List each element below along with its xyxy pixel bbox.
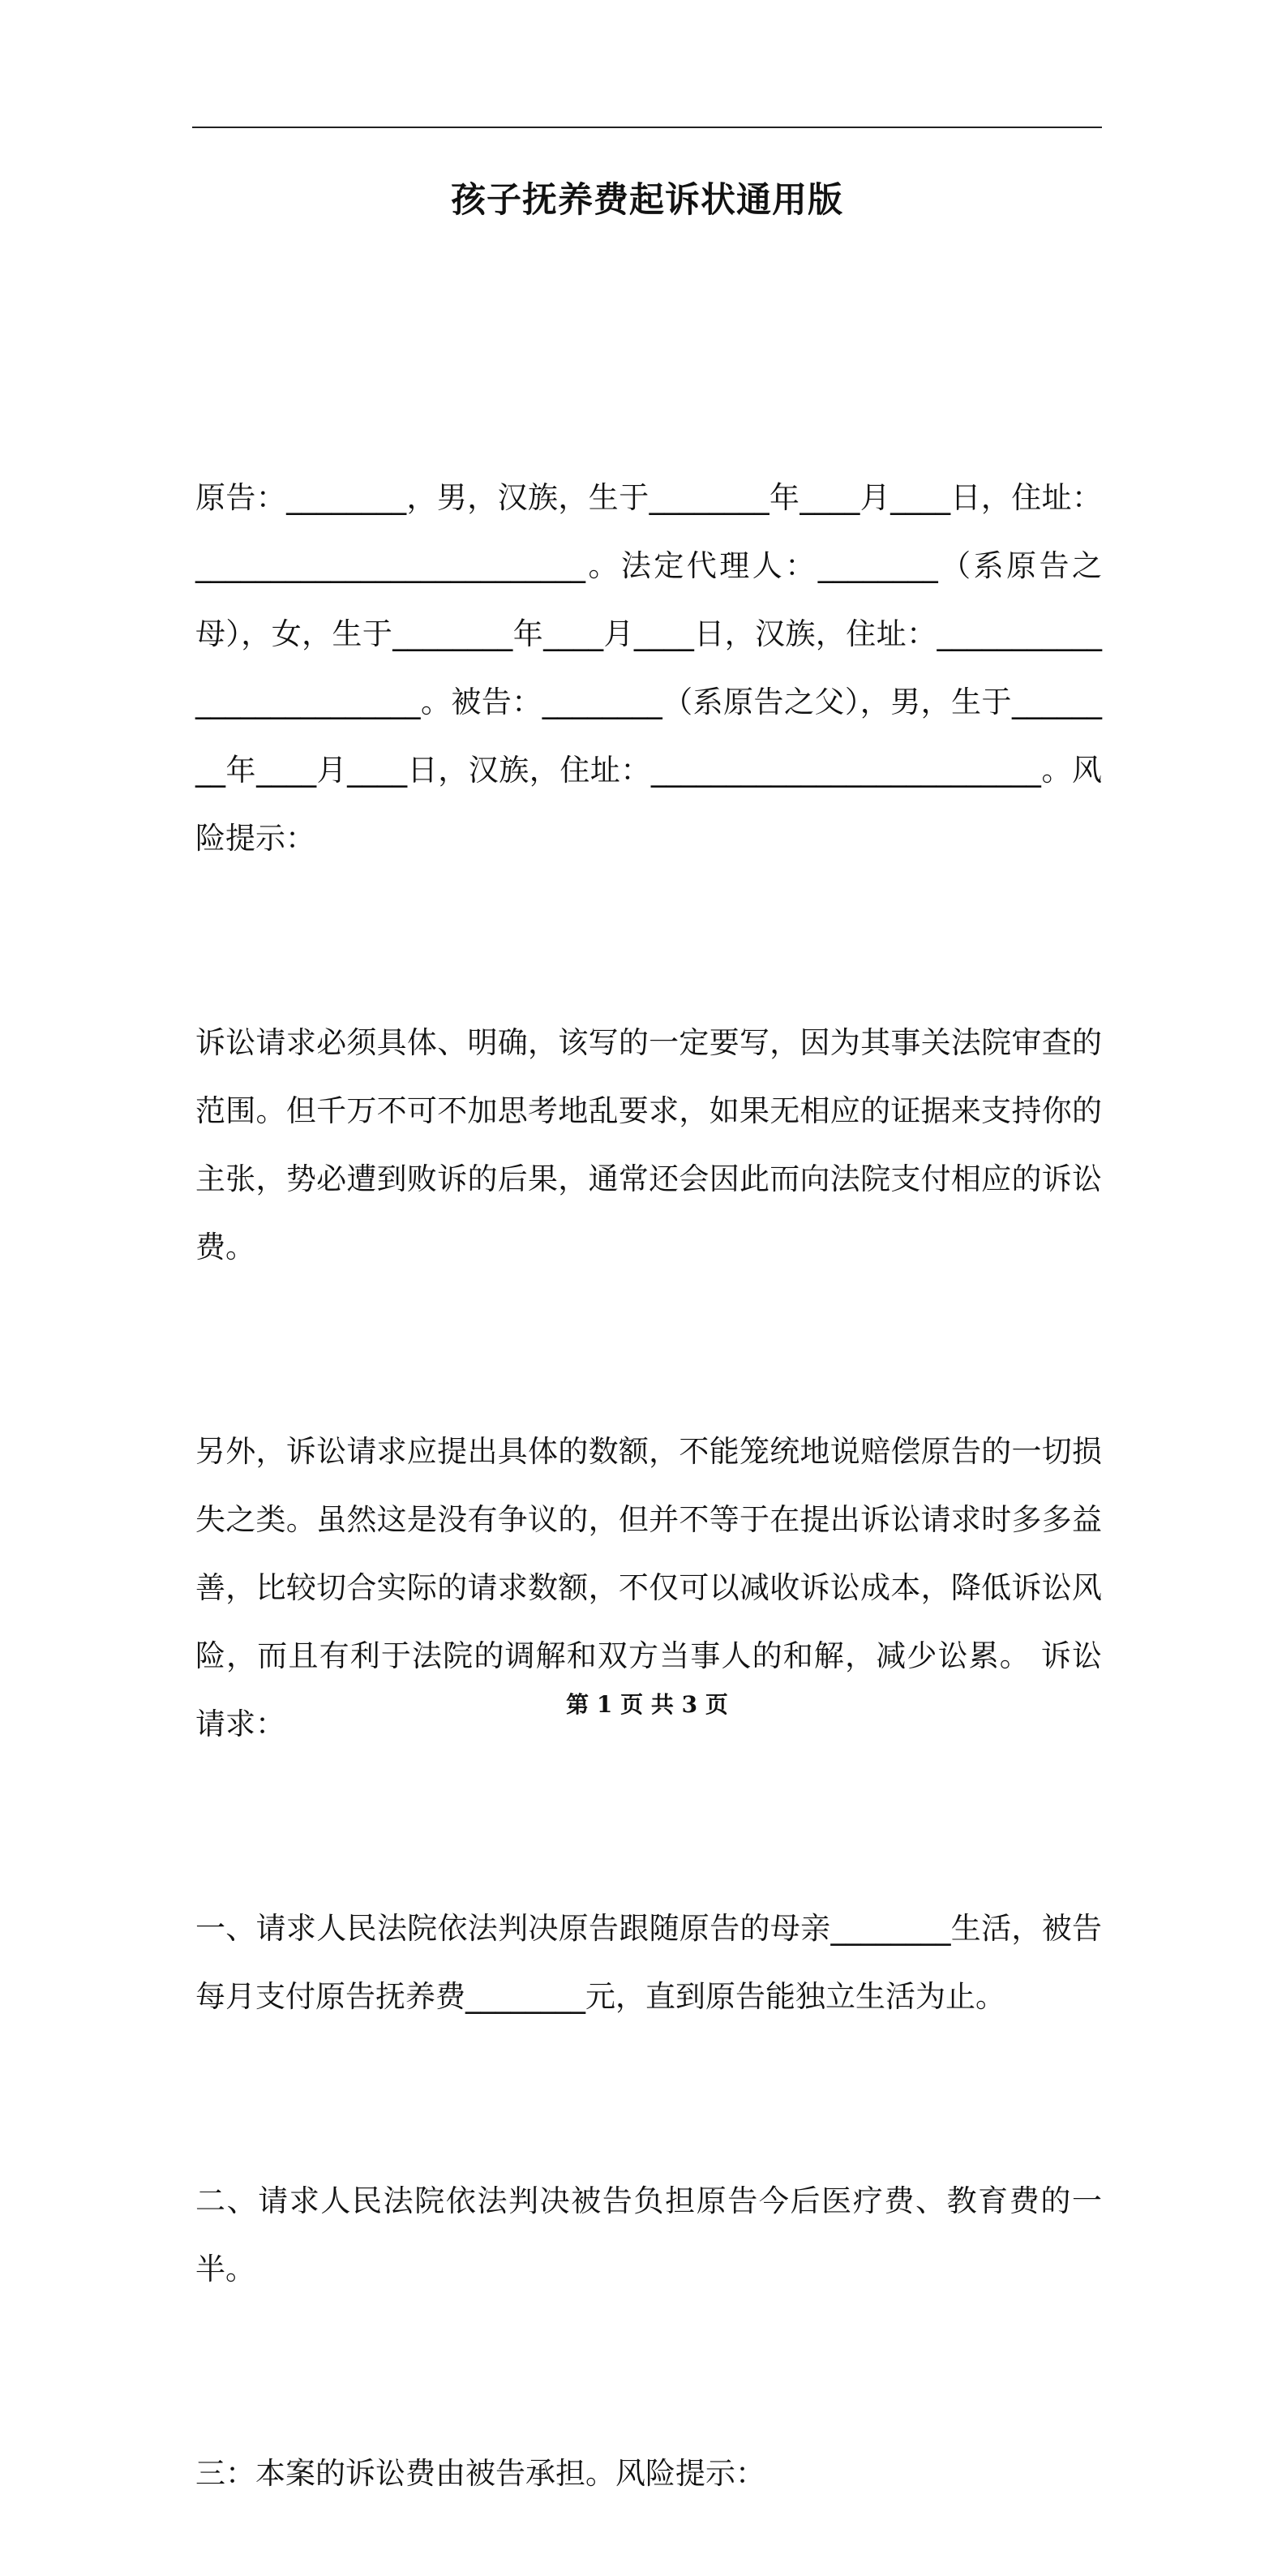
amount-note-paragraph: 另外，诉讼请求应提出具体的数额，不能笼统地说赔偿原告的一切损失之类。虽然这是没有争议的，但并不等于在提出诉讼请求时多多益善，比较切合实际的请求数额，不仅可以减收诉讼成本，降低诉讼风险，而且有利于法院的调解和双方当事人的和解，减少讼累。 诉讼请求：: [195, 1434, 1102, 1741]
page-number-footer: 第 1 页 共 3 页: [566, 1691, 728, 1718]
document-body: [195, 328, 1102, 2576]
claim-item-1: 一、请求人民法院依法判决原告跟随原告的母亲________生活，被告每月支付原告抚养费________元，直到原告能独立生活为止。: [195, 1911, 1102, 2014]
risk-note-paragraph: 诉讼请求必须具体、明确，该写的一定要写，因为其事关法院审查的范围。但千万不可不加思考地乱要求，如果无相应的证据来支持你的主张，势必遭到败诉的后果，通常还会因此而向法院支付相应的诉讼费。: [195, 1025, 1102, 1264]
document-title: 孩子抚养费起诉状通用版: [451, 180, 843, 221]
header-rule: [192, 127, 1102, 128]
parties-paragraph: 原告：________，男，汉族，生于________年____月____日，住址：__________________________。法定代理人：________（系原告之母），女，生于________年____月____日，汉族，住址：__________________________。被告：________（系原告之父），男，生于________年____月____日，汉族，住址：__________________________。风险提示：: [195, 480, 1102, 856]
claim-item-3: 三：本案的诉讼费由被告承担。风险提示：: [195, 2456, 765, 2491]
claim-item-2: 二、请求人民法院依法判决被告负担原告今后医疗费、教育费的一半。: [195, 2183, 1102, 2286]
